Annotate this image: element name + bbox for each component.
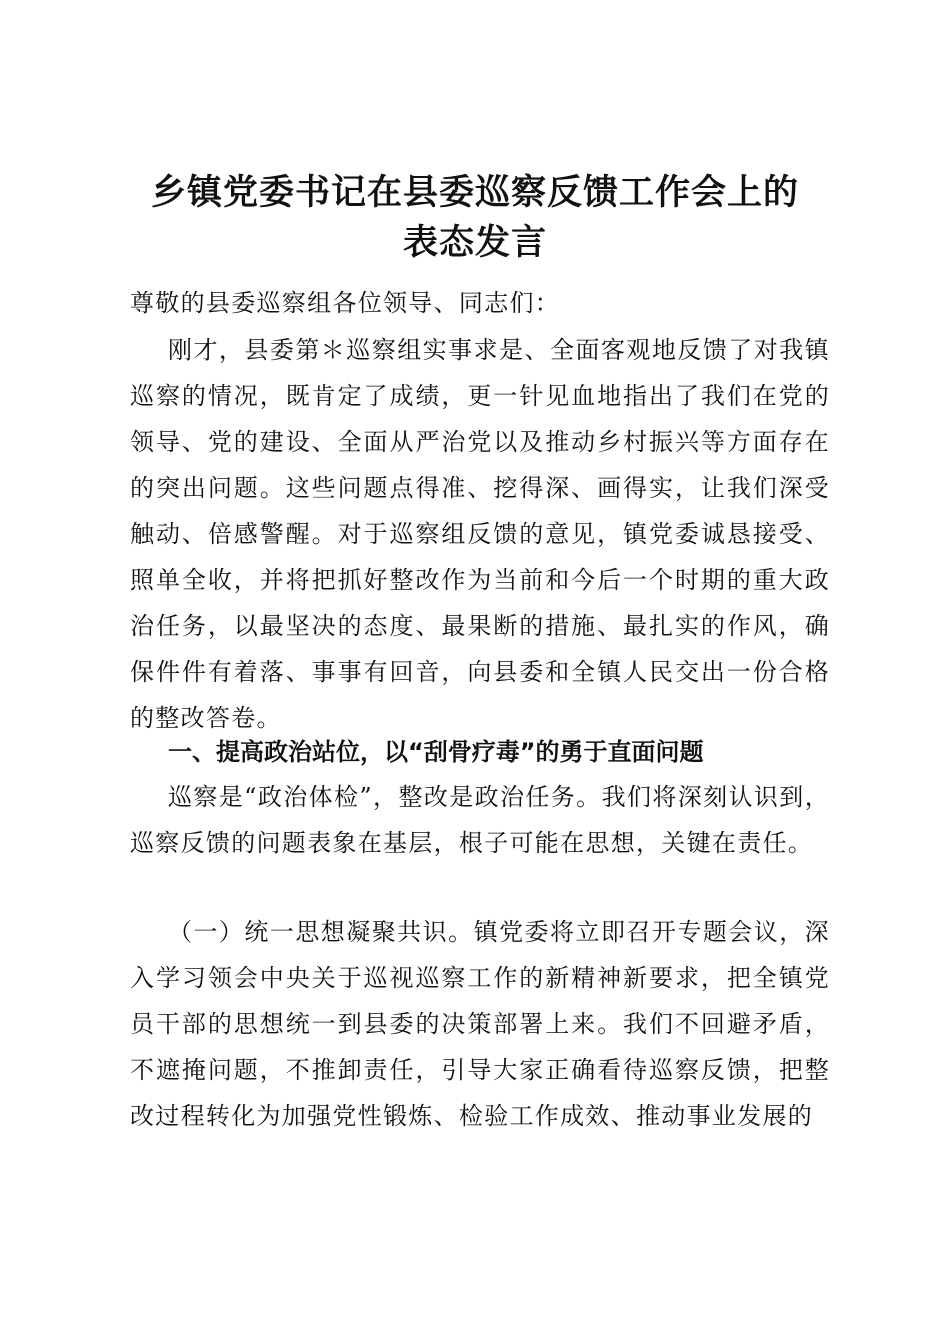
section-heading-1: 一、提高政治站位，以“刮骨疗毒”的勇于直面问题 bbox=[168, 738, 704, 766]
document-title-line-1: 乡镇党委书记在县委巡察反馈工作会上的 bbox=[150, 173, 799, 213]
paragraph-subsection-1: （一）统一思想凝聚共识。镇党委将立即召开专题会议，深入学习领会中央关于巡视巡察工作的新精神新要求，把全镇党员干部的思想统一到县委的决策部署上来。我们不回避矛盾，不遮掩问题，不推卸责任，引导大家正确看待巡察反馈，把整改过程转化为加强党性锻炼、检验工作成效、推动事业发展的 bbox=[130, 918, 830, 1130]
salutation: 尊敬的县委巡察组各位领导、同志们： bbox=[130, 289, 561, 317]
paragraph-opening: 刚才，县委第＊巡察组实事求是、全面客观地反馈了对我镇巡察的情况，既肯定了成绩，更一针见血地指出了我们在党的领导、党的建设、全面从严治党以及推动乡村振兴等方面存在的突出问题。这些问题点得准、挖得深、画得实，让我们深受触动、倍感警醒。对于巡察组反馈的意见，镇党委诚恳接受、照单全收，并将把抓好整改作为当前和今后一个时期的重大政治任务，以最坚决的态度、最果断的措施、最扎实的作风，确保件件有着落、事事有回音，向县委和全镇人民交出一份合格的整改答卷。 bbox=[130, 336, 830, 732]
paragraph-section-1-intro: 巡察是“政治体检”，整改是政治任务。我们将深刻认识到，巡察反馈的问题表象在基层，根子可能在思想，关键在责任。 bbox=[130, 783, 830, 857]
document-title-line-2: 表态发言 bbox=[402, 223, 547, 263]
